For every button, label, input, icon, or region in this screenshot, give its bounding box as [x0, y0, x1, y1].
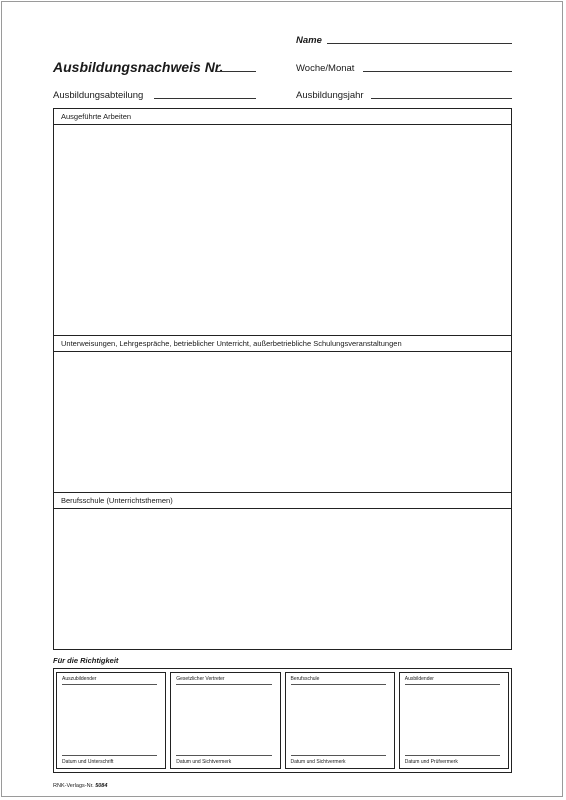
year-label: Ausbildungsjahr [296, 90, 364, 101]
instructions-area[interactable] [54, 352, 511, 492]
publisher-label: RNK-Verlags-Nr. [53, 783, 94, 789]
signature-caption: Datum und Sichtvermerk [290, 759, 346, 765]
signature-role-label: Ausbildender [404, 676, 434, 682]
section-title: Berufsschule (Unterrichtsthemen) [54, 493, 511, 509]
signature-caption: Datum und Unterschrift [62, 759, 114, 765]
signature-box-legal-guardian[interactable] [170, 672, 280, 769]
page-title: Ausbildungsnachweis Nr. [53, 59, 224, 75]
record-number-field[interactable] [216, 71, 256, 72]
section-instructions [53, 335, 512, 493]
signature-row [53, 668, 512, 773]
divider [176, 684, 271, 685]
section-work-performed [53, 108, 512, 336]
section-title: Ausgeführte Arbeiten [54, 109, 511, 125]
week-month-field[interactable] [363, 71, 512, 72]
signature-role-label: Berufsschule [290, 676, 320, 682]
signature-line [176, 755, 271, 756]
signature-box-trainee[interactable] [56, 672, 166, 769]
publisher-footer [53, 783, 107, 789]
signature-role-label: Gesetzlicher Vertreter [176, 676, 225, 682]
year-field[interactable] [371, 98, 512, 99]
vocational-school-area[interactable] [54, 509, 511, 649]
signature-box-trainer[interactable] [399, 672, 509, 769]
work-performed-area[interactable] [54, 125, 511, 335]
section-vocational-school [53, 492, 512, 650]
signature-caption: Datum und Sichtvermerk [176, 759, 232, 765]
publisher-number: 5084 [95, 783, 108, 789]
confirmation-heading: Für die Richtigkeit [53, 656, 119, 665]
divider [405, 684, 500, 685]
name-label: Name [296, 35, 322, 46]
signature-line [405, 755, 500, 756]
signature-box-vocational-school[interactable] [285, 672, 395, 769]
department-field[interactable] [154, 98, 256, 99]
signature-caption: Datum und Prüfvermerk [404, 759, 458, 765]
week-month-label: Woche/Monat [296, 63, 355, 74]
signature-line [291, 755, 386, 756]
department-label: Ausbildungsabteilung [53, 90, 144, 101]
divider [291, 684, 386, 685]
divider [62, 684, 157, 685]
signature-line [62, 755, 157, 756]
name-field[interactable] [327, 43, 512, 44]
signature-role-label: Auszubildender [62, 676, 97, 682]
section-title: Unterweisungen, Lehrgespräche, betrieblicher Unterricht, außerbetriebliche Schulungsveranstaltungen [54, 336, 511, 352]
